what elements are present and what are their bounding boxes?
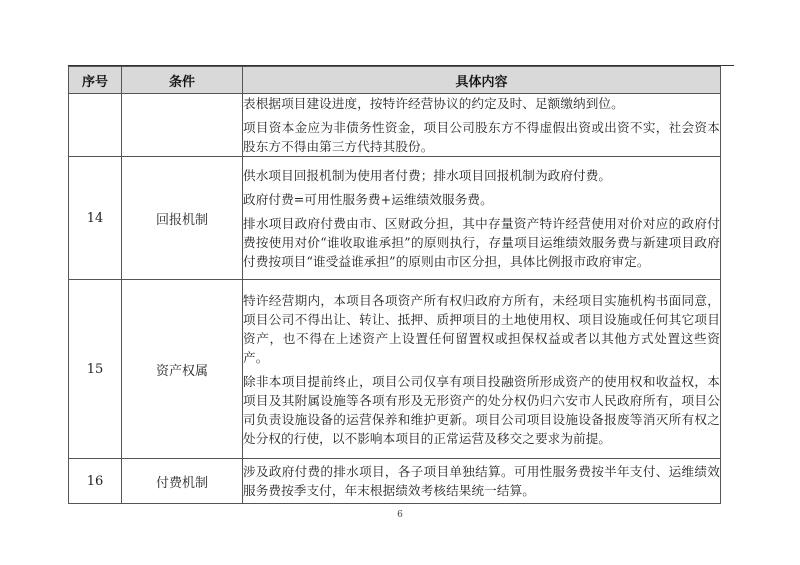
header-content: 具体内容 [243,67,721,94]
conditions-table [68,66,721,504]
content-paragraph: 项目资本金应为非债务性资金，项目公司股东方不得虚假出资或出资不实，社会资本股东方不得由第三方代持其股份。 [243,120,720,154]
table-row [69,94,721,157]
row-content [243,94,721,157]
content-paragraph: 涉及政府付费的排水项目，各子项目单独结算。可用性服务费按半年支付、运维绩效服务费按季支付，年末根据绩效考核结果统一结算。 [243,464,720,498]
content-paragraph: 排水项目政府付费由市、区财政分担，其中存量资产特许经营使用对价对应的政府付费按使用对价“谁收取谁承担”的原则执行，存量项目运维绩效服务费与新建项目政府付费按项目“谁受益谁承担”的原则由市区分担，具体比例报市政府审定。 [243,215,720,269]
row-number: 14 [69,157,122,280]
table-header-row [69,67,721,94]
row-number: 15 [69,280,122,459]
row-condition: 资产权属 [122,280,243,459]
table-row [69,157,721,280]
table-row [69,459,721,504]
table-row [69,280,721,459]
row-number [69,94,122,157]
header-seq: 序号 [69,67,122,94]
page-number: 6 [397,510,403,520]
content-paragraph: 特许经营期内，本项目各项资产所有权归政府方所有，未经项目实施机构书面同意，项目公司不得出让、转让、抵押、质押项目的土地使用权、项目设施或任何其它项目资产，也不得在上述资产上设置任何留置权或担保权益或者以其他方式处置这些资产。 [243,292,720,365]
row-content [243,459,721,504]
content-paragraph: 政府付费=可用性服务费+运维绩效服务费。 [243,191,493,207]
row-number: 16 [69,459,122,504]
row-condition: 付费机制 [122,459,243,504]
row-content [243,157,721,280]
content-paragraph: 供水项目回报机制为使用者付费；排水项目回报机制为政府付费。 [243,167,612,183]
row-condition [122,94,243,157]
header-condition: 条件 [122,67,243,94]
row-condition: 回报机制 [122,157,243,280]
content-paragraph: 除非本项目提前终止，项目公司仅享有项目投融资所形成资产的使用权和收益权，本项目及其附属设施等各项有形及无形资产的处分权仍归六安市人民政府所有，项目公司负责设施设备的运营保养和维护更新。项目公司项目设施设备报废等消灭所有权之处分权的行使，以不影响本项目的正常运营及移交之要求为前提。 [243,373,720,446]
content-paragraph: 表根据项目建设进度，按特许经营协议的约定及时、足额缴纳到位。 [243,96,624,111]
row-content [243,280,721,459]
